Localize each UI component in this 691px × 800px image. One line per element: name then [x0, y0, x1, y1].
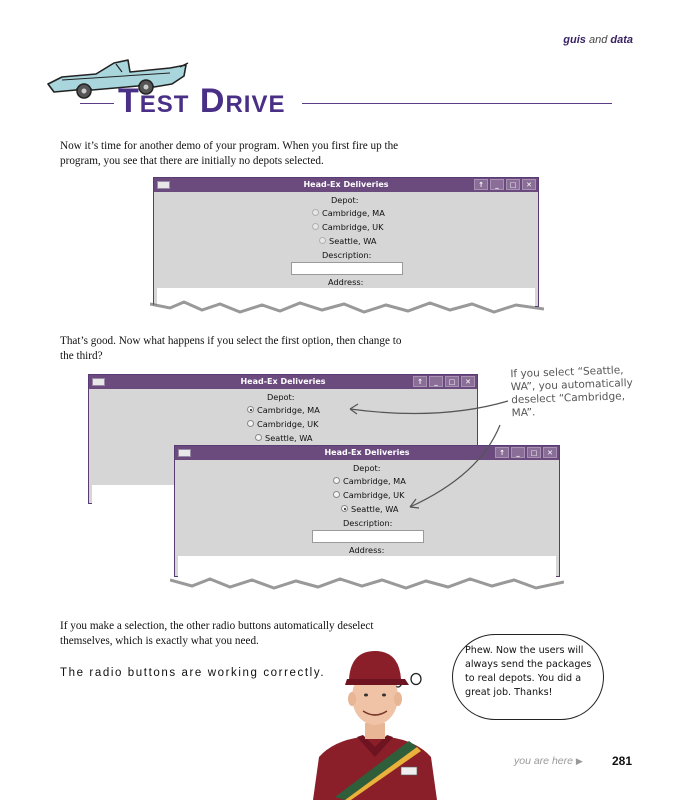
you-are-here-text: you are here — [514, 755, 573, 767]
minimize-button[interactable]: _ — [490, 179, 504, 190]
radio-cambridge-ma-selected[interactable] — [247, 406, 254, 413]
delivery-man-icon — [305, 645, 445, 800]
shade-button[interactable]: ↑ — [495, 447, 509, 458]
address-label: Address: — [328, 277, 364, 287]
window-menu-icon[interactable] — [92, 378, 105, 386]
title-rule-left — [80, 103, 114, 104]
depot-label: Depot: — [353, 463, 381, 473]
window-menu-icon[interactable] — [157, 181, 170, 189]
middle-line-1: That’s good. Now what happens if you select the first option, then change to — [60, 335, 402, 347]
annotation-line-2: WA”, you automatically — [510, 377, 633, 394]
torn-edge-2 — [170, 566, 564, 606]
window-titlebar — [89, 375, 477, 389]
window-initial — [153, 177, 539, 307]
description-input[interactable] — [291, 262, 403, 275]
shade-button[interactable]: ↑ — [474, 179, 488, 190]
bubble-line-2: always send the packages — [465, 659, 592, 670]
chapter-tag-data: data — [610, 34, 633, 46]
you-are-here-label — [514, 755, 583, 767]
annotation-line-3: deselect “Cambridge, — [511, 390, 626, 407]
radio-label-cambridge-ma: Cambridge, MA — [322, 208, 385, 218]
window-title: Head-Ex Deliveries — [303, 180, 389, 189]
bubble-line-3: to real depots. You did a — [465, 673, 582, 684]
radio-cambridge-ma[interactable] — [312, 209, 319, 216]
middle-paragraph — [60, 334, 440, 364]
chapter-tag-guis: guis — [563, 34, 586, 46]
depot-label: Depot: — [331, 195, 359, 205]
window-menu-icon[interactable] — [178, 449, 191, 457]
description-input[interactable] — [312, 530, 424, 543]
torn-edge-1 — [150, 290, 544, 330]
description-label: Description: — [343, 518, 393, 528]
minimize-button[interactable]: _ — [429, 376, 443, 387]
minimize-button[interactable]: _ — [511, 447, 525, 458]
address-label: Address: — [349, 545, 385, 555]
annotation-line-1: If you select “Seattle, — [510, 364, 624, 381]
bubble-line-4: great job. Thanks! — [465, 687, 553, 698]
after-line-1: If you make a selection, the other radio buttons automatically deselect — [60, 620, 374, 632]
middle-line-2: the third? — [60, 350, 103, 362]
radio-label-cambridge-uk: Cambridge, UK — [322, 222, 384, 232]
description-label: Description: — [322, 250, 372, 260]
maximize-button[interactable]: □ — [445, 376, 459, 387]
annotation-arrows — [330, 395, 530, 520]
chapter-tag — [563, 34, 633, 46]
radio-label-seattle-wa: Seattle, WA — [351, 504, 399, 514]
right-arrow-icon: ▶ — [575, 756, 583, 766]
radio-label-seattle-wa: Seattle, WA — [329, 236, 377, 246]
bubble-line-1: Phew. Now the users will — [465, 645, 584, 656]
close-button[interactable]: ✕ — [543, 447, 557, 458]
radio-label-cambridge-ma: Cambridge, MA — [343, 476, 406, 486]
window-titlebar — [154, 178, 538, 192]
window-title: Head-Ex Deliveries — [240, 377, 326, 386]
radio-seattle-wa[interactable] — [255, 434, 262, 441]
close-button[interactable]: ✕ — [522, 179, 536, 190]
intro-line-2: program, you see that there are initially no depots selected. — [60, 155, 324, 167]
title-rule-right — [302, 103, 612, 104]
radio-label-cambridge-uk: Cambridge, UK — [257, 419, 319, 429]
maximize-button[interactable]: □ — [527, 447, 541, 458]
intro-paragraph — [60, 139, 440, 169]
window-title: Head-Ex Deliveries — [324, 448, 410, 457]
intro-line-1: Now it’s time for another demo of your program. When you first fire up the — [60, 140, 399, 152]
maximize-button[interactable]: □ — [506, 179, 520, 190]
after-line-2: themselves, which is exactly what you need. — [60, 635, 259, 647]
radio-seattle-wa[interactable] — [319, 237, 326, 244]
page-title: Test Drive — [118, 82, 286, 120]
close-button[interactable]: ✕ — [461, 376, 475, 387]
thought-bubble-text — [465, 644, 600, 700]
annotation-line-4: MA”. — [511, 406, 536, 420]
shade-button[interactable]: ↑ — [413, 376, 427, 387]
page-number: 281 — [612, 754, 633, 768]
chapter-tag-and: and — [588, 34, 608, 46]
radio-cambridge-uk[interactable] — [312, 223, 319, 230]
radio-label-cambridge-uk: Cambridge, UK — [343, 490, 405, 500]
radio-label-seattle-wa: Seattle, WA — [265, 433, 313, 443]
depot-label: Depot: — [267, 392, 295, 402]
radio-label-cambridge-ma: Cambridge, MA — [257, 405, 320, 415]
conclusion-text: The radio buttons are working correctly. — [60, 667, 326, 679]
radio-cambridge-uk[interactable] — [247, 420, 254, 427]
